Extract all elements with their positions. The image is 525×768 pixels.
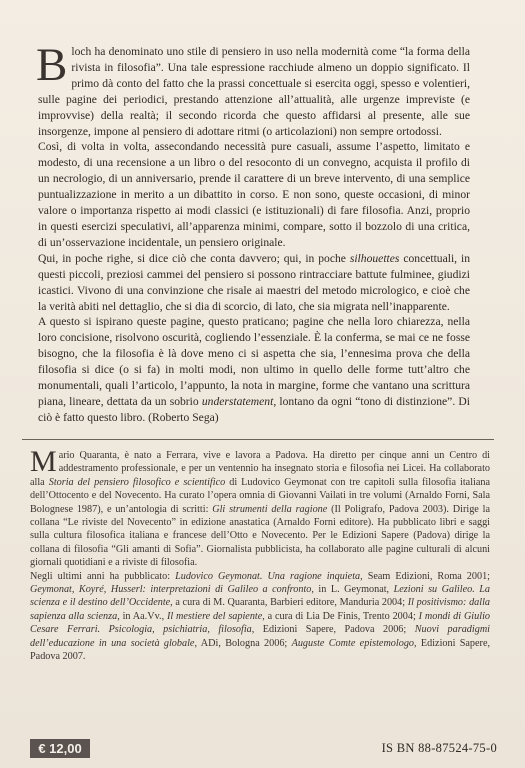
author-biography bbox=[30, 445, 491, 664]
isbn-label: IS BN 88-87524-75-0 bbox=[381, 741, 497, 755]
section-divider bbox=[22, 439, 494, 440]
back-cover-blurb bbox=[36, 39, 471, 426]
drop-cap: B bbox=[36, 39, 68, 91]
blurb-paragraph-4: A questo si ispirano queste pagine, questo praticano; pagine che nella loro chiarezza, nella loro concisione, risolvono oscurità, cogliendo l’essenziale. È la conferma, se mai ce ne fosse bisogno, che la filosofia è là dove meno ci si aspetta che sia, l’ennesima prova che della filosofia si dice (o si fa) in molti modi, non ultimo in quello delle forme tutt’altro che monumentali, quali l’articolo, l’appunto, la nota in margine, forme che vantano una scrittura piana, lineare, dettata da un sobrio understatement, lontano da ogni “tono di distinzione”. Di ciò è fatto questo libro. (Roberto Sega) bbox=[38, 315, 470, 424]
bio-paragraph-1: Mario Quaranta, è nato a Ferrara, vive e lavora a Padova. Ha diretto per cinque anni un Centro di addestramento professionale, e per un ventennio ha insegnato storia e filosofia nei Licei. Ha collaborato alla Storia del pensiero filosofico e scientifico di Ludovico Geymonat con tre capitoli sulla filosofia italiana dell’Ottocento e del Novecento. Ha curato l’opera omnia di Giovanni Vailati in tre volumi (Arnaldo Forni, Sala Bolognese 1987), e un’antologia di scritti: Gli strumenti della ragione (Il Poligrafo, Padova 2003). Dirige la collana “Le riviste del Novecento” in edizione anastatica (Arnaldo Forni editore). Ha pubblicato libri e saggi sulla cultura filosofica italiana e francese dell’Otto e Novecento. Per le Edizioni Sapere (Padova) dirige la collana di filosofia “Gli amanti di Sofia”. Giornalista pubblicista, ha collaborato alle pagine culturali di alcuni giornali quotidiani e a riviste di filosofia. bbox=[30, 445, 490, 569]
bio-drop-cap: M bbox=[30, 445, 57, 478]
blurb-paragraph-2: Così, di volta in volta, assecondando necessità pure casuali, assume l’aspetto, limitato e modesto, di una recensione a un libro o del resoconto di un convegno, acquista il profilo di un necrologio, di un anniversario, prende il carattere di un breve intervento, di una semplice puntualizzazione in merito a un dibattito in corso. E non sono, queste occasioni, di minor valore o importanza rispetto ai modi classici (e istituzionali) di fare filosofia. Anzi, proprio in questi esercizi speculativi, all’apparenza minimi, compare, sotto il bozzolo di una critica, di un’osservazione incidentale, un pensiero originale. bbox=[38, 140, 470, 249]
price-label: € 12,00 bbox=[30, 739, 90, 758]
bio-paragraph-2: Negli ultimi anni ha pubblicato: Ludovico Geymonat. Una ragione inquieta, Seam Edizioni, Roma 2001; Geymonat, Koyré, Husserl: interpretazioni di Galileo a confronto, in L. Geymonat, Lezioni su Galileo. La scienza e il destino dell’Occidente, a cura di M. Quaranta, Barbieri editore, Manduria 2004; Il positivismo: dalla sapienza alla scienza, in Aa.Vv., Il mestiere del sapiente, a cura di Lia De Finis, Trento 2004; I mondi di Giulio Cesare Ferrari. Psicologia, psichiatria, filosofia, Edizioni Sapere, Padova 2006; Nuovi paradigmi dell’educazione in una società globale, ADi, Bologna 2006; Auguste Comte epistemologo, Edizioni Sapere, Padova 2007. bbox=[30, 570, 491, 663]
blurb-paragraph-3: Qui, in poche righe, si dice ciò che conta davvero; qui, in poche silhouettes concettuali, in questi piccoli, preziosi cammei del pensiero si possono rintracciare battute fulminee, giudizi icastici. Vivono di una convinzione che risale ai maestri del metodo micrologico, e cioè che la verità abiti nel dettaglio, che si dia di scorcio, di lato, che sia migrata nell’inapparente. bbox=[38, 251, 471, 313]
blurb-paragraph-1: Bloch ha denominato uno stile di pensiero in uso nella modernità come “la forma della rivista in filosofia”. Una tale espressione racchiude almeno un doppio significato. Il primo dà conto del fatto che la prassi concettuale si esercita oggi, spesso e volentieri, sulle pagine dei periodici, prestando attenzione all’attualità, alle urgenze impreviste (e improvvise) della realtà; il secondo ricorda che questo affidarsi al presente, alle sue insorgenze, impone al pensiero di adottare ritmi (o articolazioni) non sempre ortodossi. bbox=[36, 39, 470, 138]
